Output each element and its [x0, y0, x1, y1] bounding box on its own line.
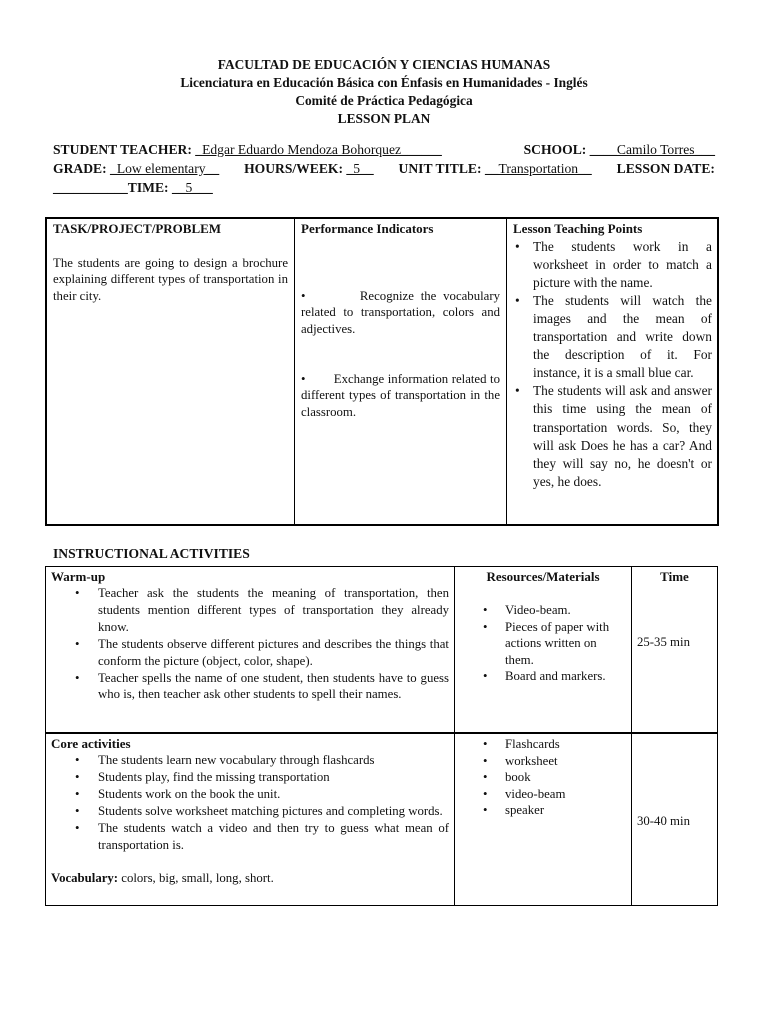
list-item: • Teacher ask the students the meaning of transportation, then students mention different types of transportation they already know. — [51, 585, 449, 636]
lesson-plan-title: LESSON PLAN — [337, 111, 431, 126]
list-item: • Teacher spells the name of one student, then students have to guess who is, then teacher ask other students to spell their names. — [51, 670, 449, 704]
performance-column — [295, 219, 507, 524]
list-item: • video-beam — [460, 786, 626, 803]
lesson-date-label: LESSON DATE: — [616, 161, 715, 176]
warmup-list — [51, 585, 449, 703]
list-item: • Board and markers. — [460, 668, 626, 685]
warmup-time-cell — [632, 567, 717, 732]
student-teacher-value: _Edgar Eduardo Mendoza Bohorquez______ — [195, 142, 442, 157]
task-header: TASK/PROJECT/PROBLEM — [53, 221, 222, 236]
core-list — [51, 752, 449, 853]
teaching-point: • The students will watch the images and the mean of transportation and write down the description of it. For instance, it is a small blue car. — [513, 292, 712, 382]
grade-label: GRADE: — [53, 161, 107, 176]
list-item: • Video-beam. — [460, 602, 626, 619]
core-time-cell — [632, 734, 717, 905]
performance-item: • Exchange information related to different types of transportation in the classroom. — [301, 371, 504, 419]
core-resources-list — [460, 736, 626, 819]
teaching-points-column — [507, 219, 717, 524]
faculty-title: FACULTAD DE EDUCACIÓN Y CIENCIAS HUMANAS — [217, 57, 551, 72]
instructional-activities-title: INSTRUCTIONAL ACTIVITIES — [53, 546, 250, 561]
list-item: • Students work on the book the unit. — [51, 786, 449, 803]
info-row-3 — [53, 178, 715, 197]
list-item: • Pieces of paper with actions written on them. — [460, 619, 626, 669]
committee-title: Comité de Práctica Pedagógica — [295, 93, 473, 108]
teaching-point: • The students work in a worksheet in order to match a picture with the name. — [513, 238, 712, 292]
warmup-activities-cell — [46, 567, 455, 732]
list-item: • The students watch a video and then try to guess what mean of transportation is. — [51, 820, 449, 854]
performance-item: • Recognize the vocabulary related to transportation, colors and adjectives. — [301, 288, 504, 336]
school-label: SCHOOL: — [523, 142, 587, 157]
lesson-date-value: ___________ — [53, 180, 128, 195]
task-text: The students are going to design a brochure explaining different types of transportation in their city. — [53, 255, 288, 303]
list-item: • Students solve worksheet matching pictures and completing words. — [51, 803, 449, 820]
teaching-header: Lesson Teaching Points — [513, 221, 643, 236]
warmup-row — [46, 567, 717, 734]
warmup-time: 25-35 min — [637, 635, 690, 649]
lesson-plan-table — [45, 217, 719, 526]
vocabulary-label: Vocabulary: — [51, 871, 119, 886]
core-title: Core activities — [51, 736, 131, 751]
list-item: • book — [460, 769, 626, 786]
vocabulary-text: colors, big, small, long, short. — [118, 871, 274, 886]
core-time: 30-40 min — [637, 814, 690, 828]
core-row — [46, 734, 717, 905]
info-block — [53, 140, 715, 197]
student-teacher-label: STUDENT TEACHER: — [53, 142, 192, 157]
teaching-points-list — [513, 238, 712, 491]
time-label: TIME: — [127, 180, 169, 195]
document-header — [0, 56, 768, 128]
unit-title-label: UNIT TITLE: — [398, 161, 482, 176]
list-item: • The students learn new vocabulary through flashcards — [51, 752, 449, 769]
core-resources-cell — [455, 734, 632, 905]
warmup-resources-list — [460, 602, 626, 685]
school-value: ____Camilo Torres___ — [589, 142, 715, 157]
list-item: • The students observe different pictures and describes the things that conform the picture (object, color, shape). — [51, 636, 449, 670]
vocabulary-line — [51, 870, 449, 886]
hours-value: _5__ — [346, 161, 374, 176]
unit-title-value: __Transportation__ — [484, 161, 592, 176]
grade-value: _Low elementary__ — [110, 161, 220, 176]
resources-header: Resources/Materials — [486, 569, 600, 584]
warmup-title: Warm-up — [51, 569, 106, 584]
list-item: • speaker — [460, 802, 626, 819]
warmup-resources-cell — [455, 567, 632, 732]
teaching-point: • The students will ask and answer this time using the mean of transportation words. So, they will ask Does he has a car? And they will say no, he doesn't or yes, he does. — [513, 382, 712, 491]
list-item: • Students play, find the missing transportation — [51, 769, 449, 786]
core-activities-cell — [46, 734, 455, 905]
program-title: Licenciatura en Educación Básica con Énfasis en Humanidades - Inglés — [180, 75, 588, 90]
time-header: Time — [660, 569, 689, 584]
info-row-2 — [53, 159, 715, 178]
time-value: __5___ — [171, 180, 213, 195]
list-item: • Flashcards — [460, 736, 626, 753]
instructional-table — [45, 566, 718, 906]
hours-label: HOURS/WEEK: — [244, 161, 344, 176]
list-item: • worksheet — [460, 753, 626, 770]
performance-header: Performance Indicators — [301, 221, 434, 236]
info-row-1 — [53, 140, 715, 159]
task-column — [47, 219, 295, 524]
